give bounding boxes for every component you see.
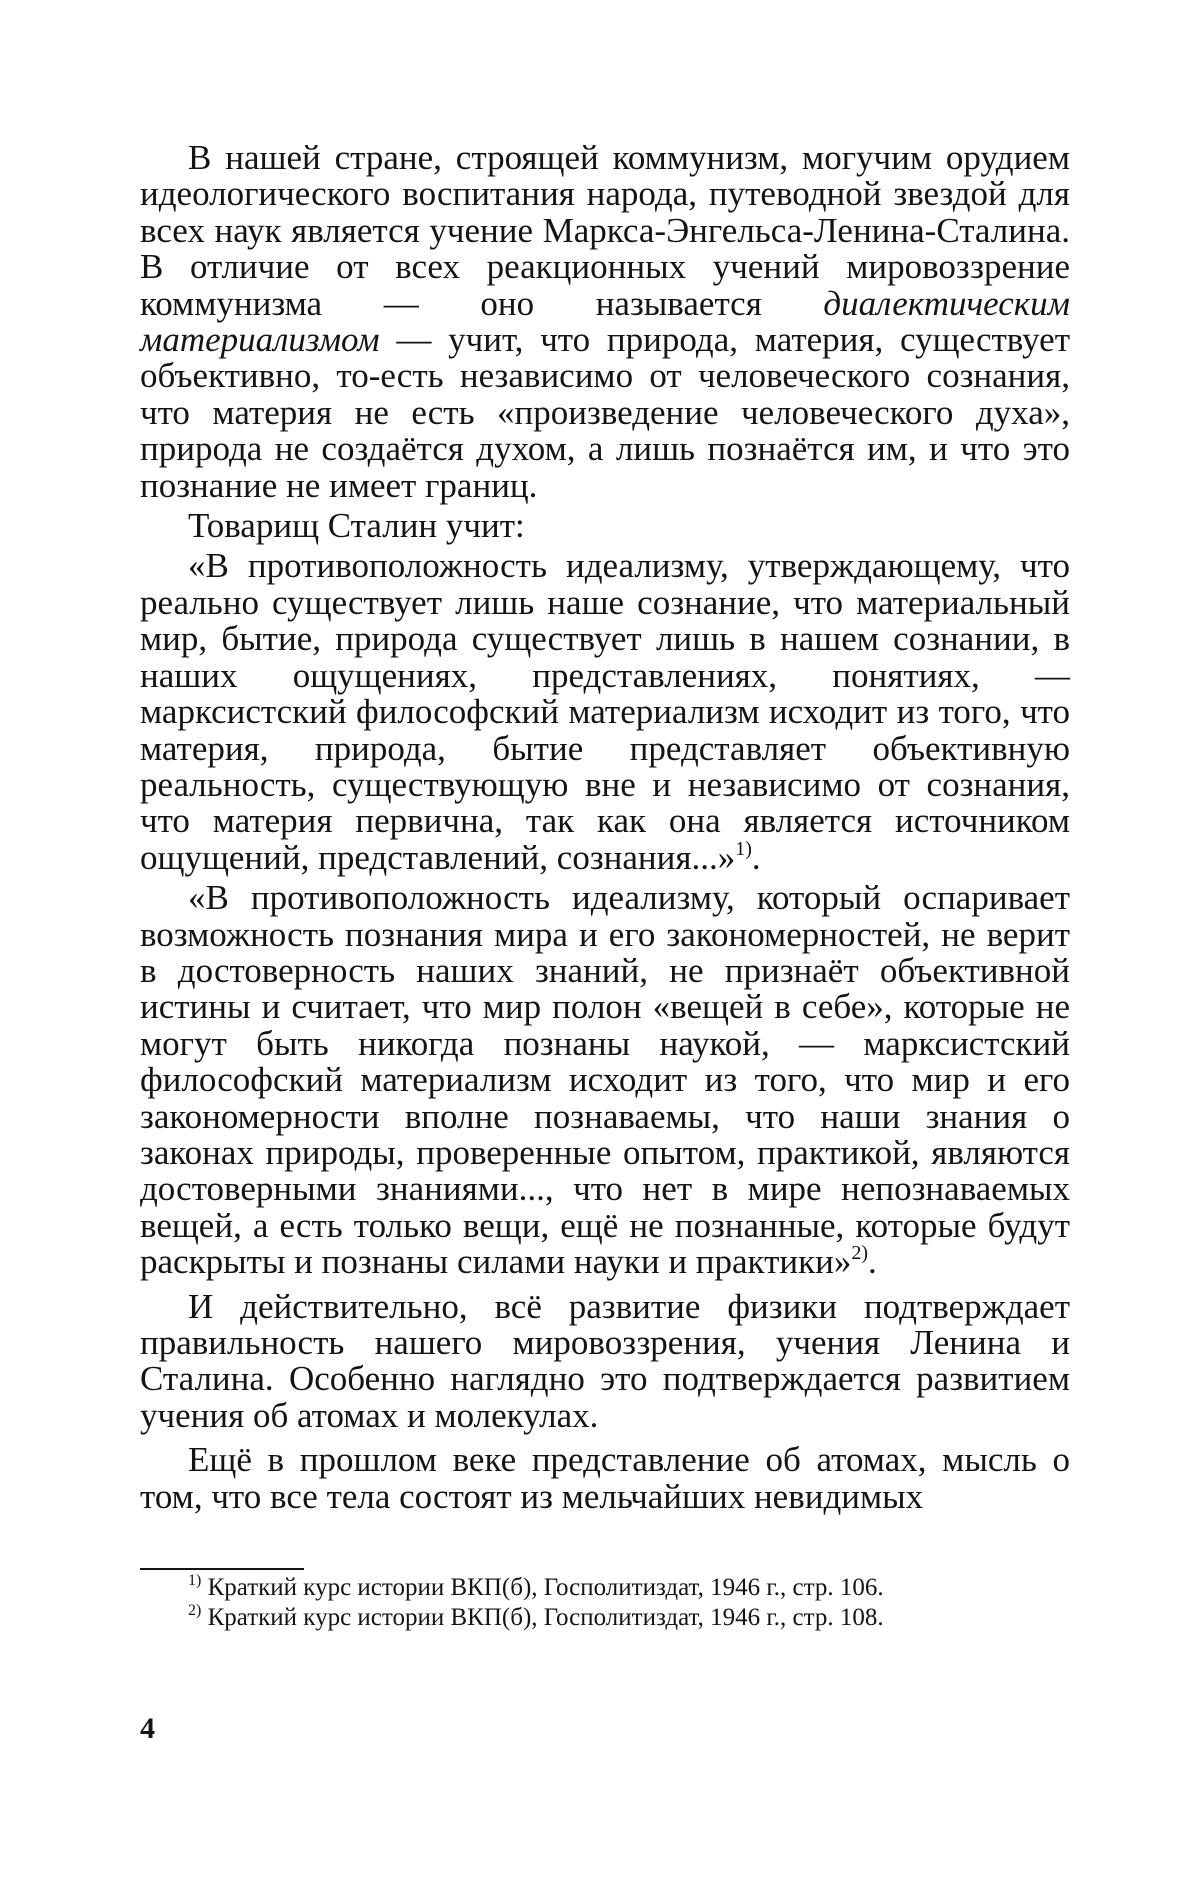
quote-2-text: «В противоположность идеализму, который оспаривает возможность познания мира и его закономерностей, не верит в достоверность наших знаний, не признаёт объективной истины и считает, что мир полон «вещей в себе», которые не могут быть никогда познаны наукой, — марксистский философский материализм исходит из того, что мир и его закономерности вполне познаваемы, что наши знания о законах природы, проверенные опытом, практикой, являются достоверными знаниями..., что нет в мире непознаваемых вещей, а есть только вещи, ещё не познанные, которые будут раскрыты и познаны силами науки и практики»: [140, 878, 1070, 1282]
quote-1: [140, 548, 1070, 876]
paragraph-2: Товарищ Сталин учит:: [188, 506, 525, 546]
paragraph-1-end: — учит, что природа, материя, существует объективно, то-есть независимо от человеческого сознания, что материя не есть «произведение человеческого духа», природа не создаётся духом, а лишь познаётся им, и что это познание не имеет границ.: [140, 320, 1070, 505]
paragraph-1: [140, 140, 1070, 504]
quote-2-end: .: [868, 1242, 877, 1282]
footnote-2-mark: 2): [188, 1602, 202, 1619]
footnote-1: [140, 1574, 1070, 1602]
paragraph-5: И действительно, всё развитие физики подтверждает правильность нашего мировоззрения, учения Ленина и Сталина. Особенно наглядно это подтверждается развитием учения об атомах и молекулах.: [140, 1286, 1070, 1435]
footnote-divider: [140, 1568, 304, 1570]
footnote-2-text: Краткий курс истории ВКП(б), Госполитиздат, 1946 г., стр. 108.: [207, 1604, 884, 1631]
quote-1-end: .: [751, 837, 761, 877]
footnote-2: [140, 1604, 1070, 1632]
page-number: 4: [140, 1712, 155, 1745]
quote-2: [140, 880, 1070, 1280]
paragraph-1-start: В нашей стране, строящей коммунизм, могучим орудием идеологического воспитания народа, путеводной звездой для всех наук является учение Маркса-Энгельса-Ленина-Сталина. В отличие от всех реакционных учений мировоззрение коммунизма — оно называется: [140, 138, 1070, 323]
quote-1-text: «В противоположность идеализму, утверждающему, что реально существует лишь наше сознание, что материальный мир, бытие, природа существует лишь в нашем сознании, в наших ощущениях, представлениях, понятиях, — марксистский философский материализм исходит из того, что материя, природа, бытие представляет объективную реальность, существующую вне и независимо от сознания, что материя первична, так как она является источником ощущений, представлений, сознания...»: [140, 546, 1070, 877]
footnote-ref-1: 1): [735, 837, 752, 860]
footnote-ref-2: 2): [851, 1242, 869, 1265]
emphasis-dialectical-materialism: диалектическим материализмом: [140, 283, 1070, 360]
footnote-1-text: Краткий курс истории ВКП(б), Госполитиздат, 1946 г., стр. 106.: [207, 1574, 884, 1601]
footnotes: [140, 1574, 1070, 1634]
main-text: [140, 140, 1070, 1515]
paragraph-6: Ещё в прошлом веке представление об атомах, мысль о том, что все тела состоят из мельчайших невидимых: [140, 1440, 1070, 1516]
footnote-1-mark: 1): [188, 1572, 202, 1589]
